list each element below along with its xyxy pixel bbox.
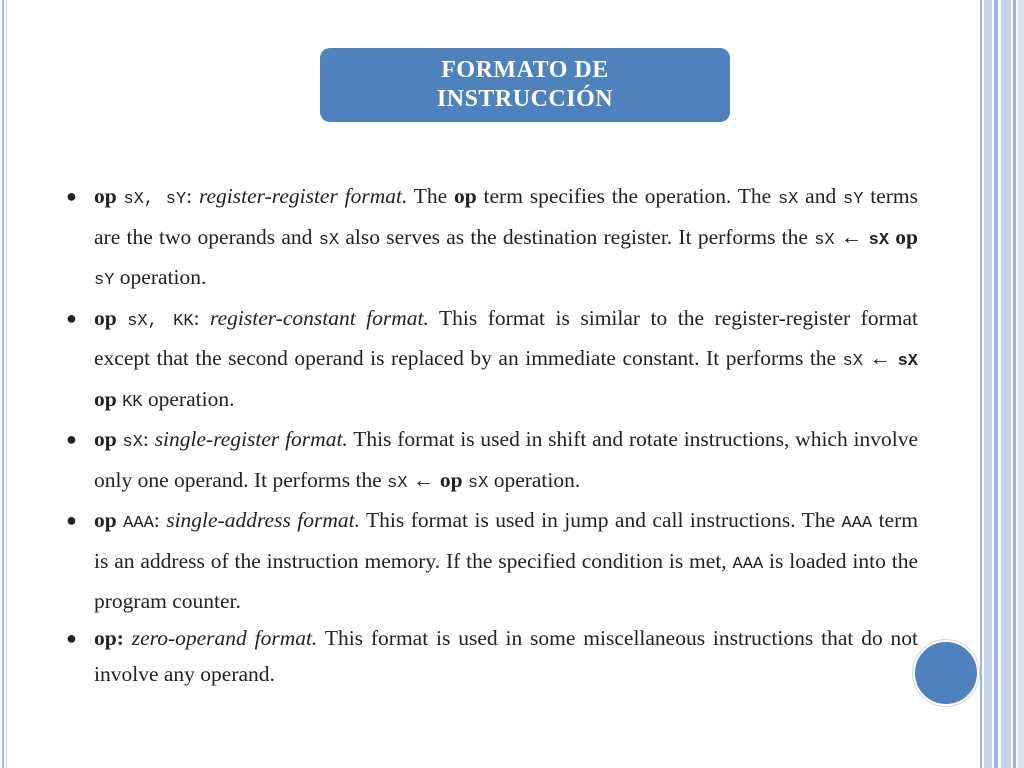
operands: sX, KK [127,311,194,331]
operands: AAA [123,514,154,533]
stripe [994,0,998,768]
description-text: This format is used in jump and call instructions. The [359,508,842,532]
register-name: sX [387,473,408,493]
bullet-icon: ● [66,186,77,206]
list-item: ● op AAA: single-address format. This format is used in jump and call instructions. The AAA term is an address of the instruction memory. If the specified condition is met, AAA is loaded into the program counter. [62,502,918,620]
slide-title-line-2: INSTRUCCIÓN [436,86,614,112]
left-border-line [6,0,7,768]
op-keyword: op: [94,625,124,650]
op-keyword: op [94,184,117,208]
description-text: term specifies the operation. The [476,184,778,208]
list-item [62,620,918,693]
description-text: operation. [114,265,207,289]
slide-title-line-1: FORMATO DE [441,57,609,83]
bullet-icon: ● [66,307,77,328]
stripe [980,0,982,768]
description-text: terms are the two operands and [94,184,918,249]
op-keyword: op [94,427,117,451]
format-name: register-constant format. [210,305,429,330]
register-name: sX [868,230,890,250]
assign-arrow: ← [863,346,898,370]
list-item: ● op sX, KK: register-constant format. This format is similar to the register-register format except that the second operand is replaced by an immediate constant. It performs the sX ← sX op KK operation. [62,300,918,422]
register-name: sX [897,352,919,371]
bullet-icon: ● [66,429,77,449]
description-text: operation. [488,467,581,492]
op-keyword: op [94,508,117,532]
right-decorative-stripes [980,0,1024,768]
left-border-line [2,0,4,768]
instruction-format-list [62,178,918,693]
description-text: also serves as the destination register. It performs the [339,224,815,249]
constant-name: KK [122,392,143,412]
slide-content [62,178,918,693]
format-name: single-address format. [166,508,360,532]
description-text: This format is used in some miscellaneous instructions that do not involve any operand. [94,625,919,686]
op-keyword: op [454,184,477,208]
op-keyword: op [439,467,468,492]
operands: sX, sY [123,190,187,209]
register-name: sX [467,473,489,493]
left-border [0,0,8,768]
description-text: The [407,184,454,208]
op-keyword: op [94,386,123,411]
stripe [1001,0,1011,768]
list-item: ● op sX: single-register format. This format is used in shift and rotate instructions, which involve only one operand. It performs the sX ← op sX operation. [62,421,918,502]
operands: sX [122,433,143,452]
register-name: sX [777,190,799,209]
stripe [1018,0,1024,768]
register-name: sX [318,230,340,250]
assign-arrow: ← [834,224,869,249]
bullet-icon: ● [66,510,77,530]
assign-arrow: ← [407,467,440,492]
format-name: register-register format. [198,184,408,208]
list-item: ● op sX, sY: register-register format. The op term specifies the operation. The sX and sY terms are the two operands and sX also serves as the destination register. It performs the sX ← sX op sY operation. [62,178,918,300]
op-keyword: op [94,305,117,330]
description-text: This format is similar to the register-register format except that the second operand is replaced by an immediate constant. It performs the [94,305,918,370]
description-text: is loaded into the program counter. [94,548,918,613]
address-name: AAA [732,554,764,574]
slide-title [320,48,730,122]
register-name: sX [814,230,835,250]
stripe [984,0,992,768]
description-text: This format is used in shift and rotate instructions, which involve only one operand. It performs the [94,427,919,492]
format-name: single-register format. [154,427,348,451]
description-text: and [798,184,844,208]
stripe [1013,0,1016,768]
address-name: AAA [841,514,873,533]
register-name: sY [843,190,864,209]
op-keyword: op [889,224,919,249]
description-text: operation. [142,386,235,411]
register-name: sX [842,352,864,371]
format-name: zero-operand format. [131,625,318,650]
bullet-icon: ● [66,627,77,648]
register-name: sY [94,271,115,290]
decorative-circle-icon [913,640,979,706]
description-text: term is an address of the instruction memory. If the specified condition is met, [94,508,918,573]
